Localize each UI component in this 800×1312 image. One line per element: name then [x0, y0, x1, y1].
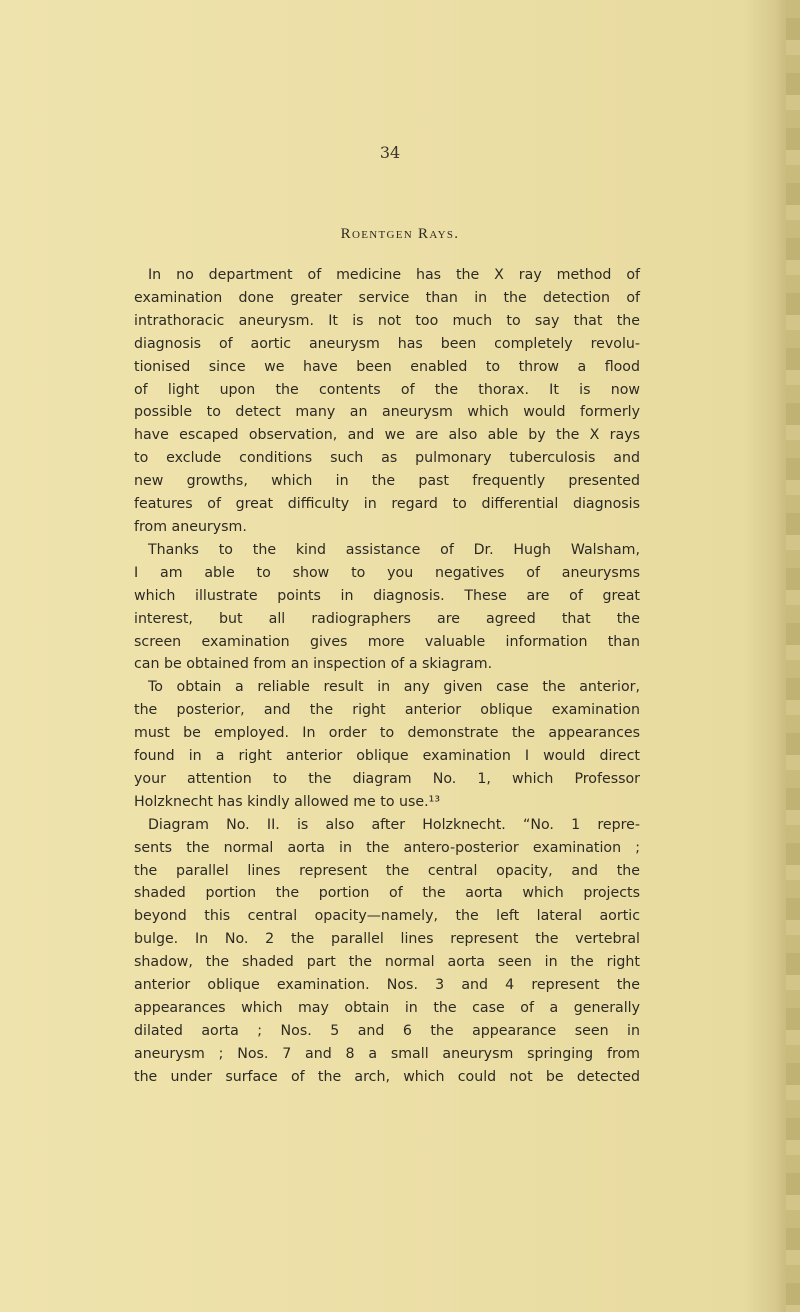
text-line: the under surface of the arch, which could not be detected [134, 1068, 640, 1085]
text-line: shaded portion the portion of the aorta which projects [134, 885, 640, 902]
text-line: diagnosis of aortic aneurysm has been completely revolu- [134, 335, 640, 352]
text-line: screen examination gives more valuable information than [134, 633, 640, 650]
text-line: found in a right anterior oblique examination I would direct [134, 748, 640, 765]
text-line: the parallel lines represent the central opacity, and the [134, 862, 640, 879]
text-line: shadow, the shaded part the normal aorta seen in the right [134, 954, 640, 971]
text-line: Holzknecht has kindly allowed me to use.¹³ [134, 793, 441, 810]
text-line: to exclude conditions such as pulmonary tuberculosis and [134, 450, 640, 467]
text-line: sents the normal aorta in the antero-posterior examination ; [134, 839, 640, 856]
text-line: appearances which may obtain in the case of a generally [134, 1000, 640, 1016]
text-line: intrathoracic aneurysm. It is not too much to say that the [134, 312, 640, 329]
text-line: To obtain a reliable result in any given case the anterior, [148, 679, 640, 696]
text-line: tionised since we have been enabled to throw a flood [134, 358, 640, 375]
text-line: from aneurysm. [134, 518, 247, 535]
text-line: beyond this central opacity—namely, the left lateral aortic [134, 908, 640, 925]
body-text [134, 264, 640, 1089]
text-line: possible to detect many an aneurysm which would formerly [134, 404, 640, 421]
text-line: the posterior, and the right anterior oblique examination [134, 702, 640, 719]
text-line: features of great difficulty in regard to differential diagnosis [134, 496, 640, 513]
text-line: aneurysm ; Nos. 7 and 8 a small aneurysm springing from [134, 1045, 640, 1062]
text-line: Diagram No. II. is also after Holzknecht. “No. 1 repre- [148, 816, 640, 833]
text-line: In no department of medicine has the X ray method of [148, 267, 640, 283]
text-line: your attention to the diagram No. 1, which Professor [134, 770, 640, 787]
text-line: have escaped observation, and we are also able by the X rays [134, 427, 640, 444]
text-line: examination done greater service than in the detection of [134, 289, 640, 306]
text-line: new growths, which in the past frequently presented [134, 473, 640, 490]
text-line: I am able to show to you negatives of aneurysms [134, 564, 640, 581]
page-edge [786, 0, 800, 1312]
text-line: Thanks to the kind assistance of Dr. Hugh Walsham, [148, 541, 640, 558]
text-line: interest, but all radiographers are agreed that the [134, 610, 640, 627]
page-number: 34 [379, 143, 401, 162]
running-head: Roentgen Rays. [340, 226, 460, 242]
text-line: which illustrate points in diagnosis. These are of great [134, 587, 640, 604]
text-line: anterior oblique examination. Nos. 3 and 4 represent the [134, 977, 640, 994]
text-line: dilated aorta ; Nos. 5 and 6 the appearance seen in [134, 1022, 640, 1039]
text-line: must be employed. In order to demonstrate the appearances [134, 725, 640, 742]
text-line: can be obtained from an inspection of a skiagram. [134, 656, 493, 673]
text-line: bulge. In No. 2 the parallel lines represent the vertebral [134, 931, 640, 948]
text-line: of light upon the contents of the thorax. It is now [134, 381, 640, 398]
